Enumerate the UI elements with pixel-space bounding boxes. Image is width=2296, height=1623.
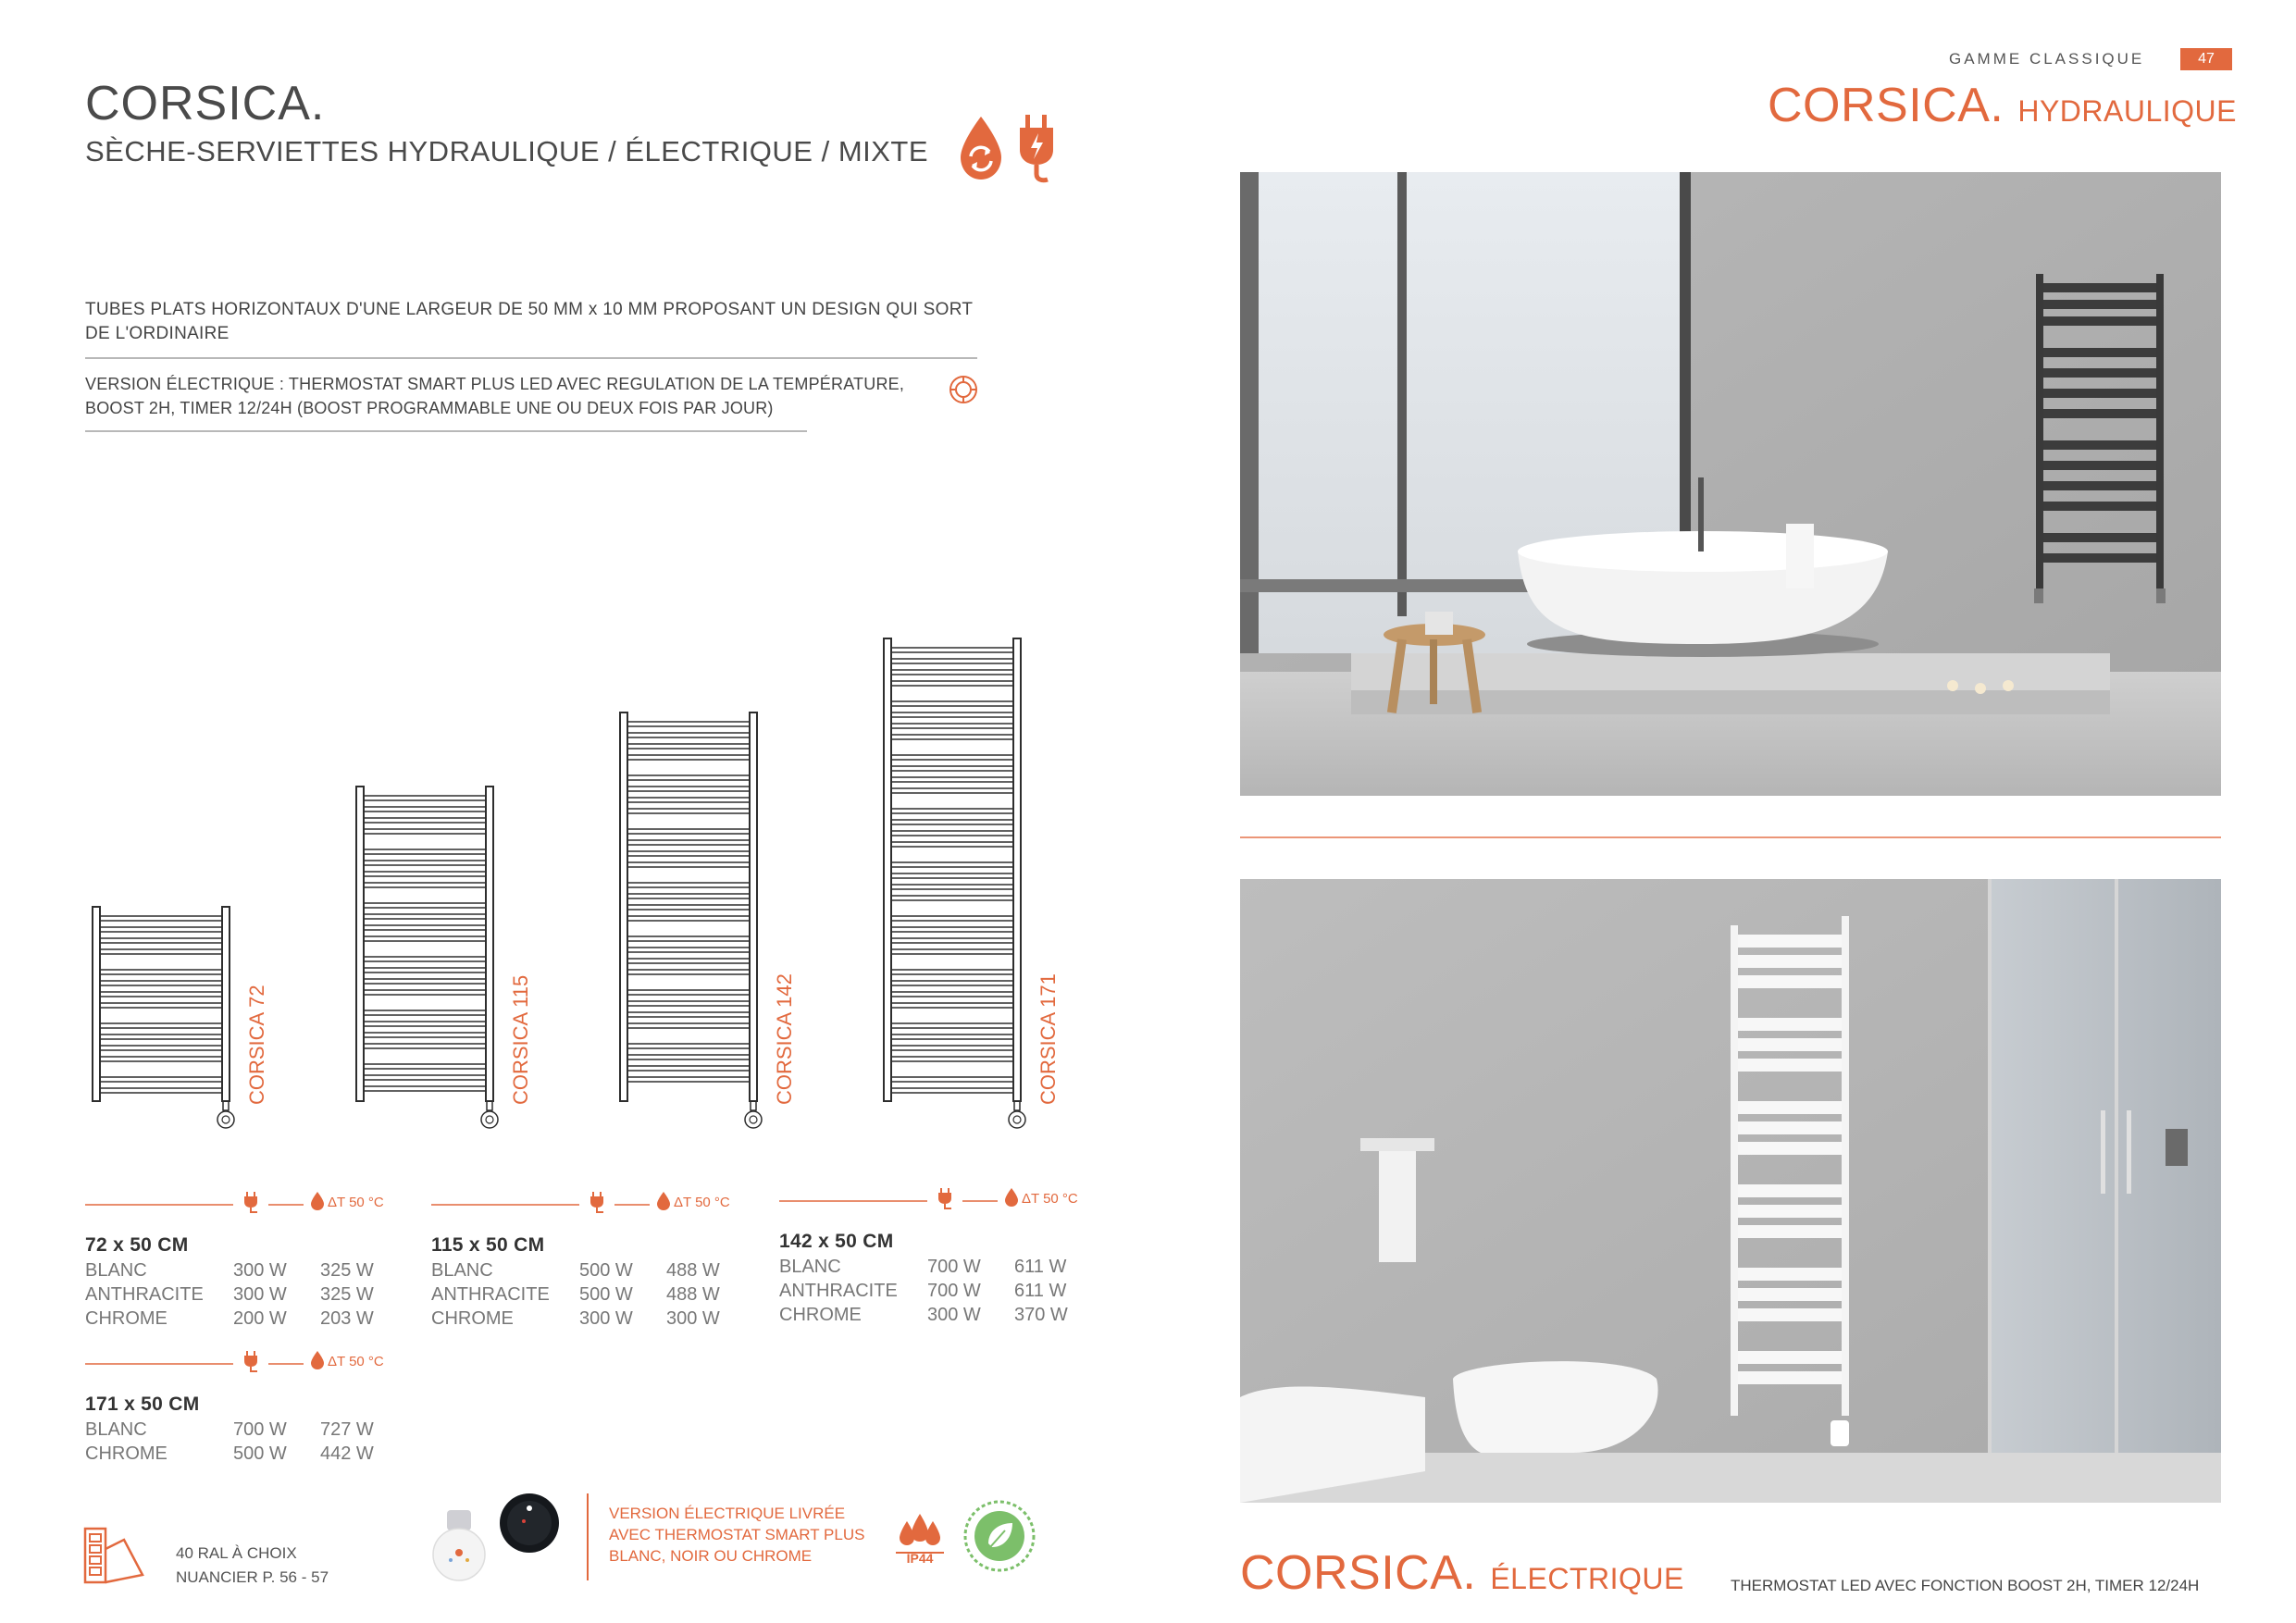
- delta-t-label: ΔT 50 °C: [674, 1195, 730, 1210]
- radiator-flat-tube: [891, 938, 1013, 943]
- electric-plug-icon: [590, 1192, 603, 1212]
- spec-size: 171 x 50 CM: [85, 1394, 200, 1415]
- ral-line-2: NUANCIER P. 56 - 57: [176, 1568, 329, 1586]
- radiator-flat-tube: [891, 809, 1013, 813]
- ral-line-1: 40 RAL À CHOIX: [176, 1544, 297, 1562]
- radiator-flat-tube: [891, 659, 1013, 663]
- thermostat-note: VERSION ÉLECTRIQUE LIVRÉE AVEC THERMOSTAT SMART PLUS BLANC, NOIR OU CHROME: [609, 1505, 865, 1565]
- radiator-flat-tube: [627, 733, 750, 737]
- radiator-flat-tube: [627, 744, 750, 749]
- spec-size: 72 x 50 CM: [85, 1234, 189, 1256]
- radiator-side-tube: [356, 787, 364, 1101]
- radiator-side-tube: [750, 712, 757, 1101]
- radiator-range-drawing: [74, 620, 1111, 1138]
- radiator-flat-tube: [364, 1010, 486, 1015]
- radiator-flat-tube: [627, 916, 750, 921]
- radiator-corsica-171: [884, 638, 1025, 1128]
- radiator-flat-tube: [891, 927, 1013, 932]
- radiator-side-tube: [884, 638, 891, 1101]
- electric-bathroom-photo: [1240, 879, 2221, 1503]
- radiator-valve: [1014, 1101, 1020, 1110]
- radiator-flat-tube: [627, 798, 750, 802]
- radiator-flat-tube: [627, 990, 750, 995]
- radiator-flat-tube: [364, 968, 486, 973]
- radiator-flat-tube: [364, 957, 486, 961]
- radiator-flat-tube: [891, 670, 1013, 675]
- radiator-flat-tube: [364, 1086, 486, 1091]
- spec-block-115: [431, 1188, 764, 1336]
- spec-size: 142 x 50 CM: [779, 1231, 894, 1252]
- radiator-flat-tube: [627, 840, 750, 845]
- radiator-flat-tube: [627, 829, 750, 834]
- white-thermostat-image: [430, 1508, 488, 1582]
- radiator-flat-tube: [627, 809, 750, 813]
- delta-t-label: ΔT 50 °C: [328, 1195, 384, 1210]
- radiator-flat-tube: [891, 1088, 1013, 1093]
- radiator-valve: [751, 1101, 756, 1110]
- divider: [1240, 836, 2221, 838]
- radiator-flat-tube: [364, 979, 486, 984]
- electric-plug-icon: [938, 1188, 951, 1208]
- page-title: CORSICA.: [85, 77, 326, 130]
- spec-row: BLANC 700 W 727 W: [85, 1419, 374, 1440]
- radiator-flat-tube: [627, 1066, 750, 1071]
- delta-t-label: ΔT 50 °C: [328, 1354, 384, 1369]
- ip44-label: IP44: [906, 1551, 934, 1566]
- model-label-115: CORSICA 115: [509, 974, 532, 1105]
- radiator-flat-tube: [891, 873, 1013, 878]
- radiator-flat-tube: [364, 903, 486, 908]
- spec-row: CHROME 500 W 442 W: [85, 1443, 374, 1464]
- spec-block-72: [85, 1188, 418, 1336]
- water-drop-icon: [657, 1192, 670, 1210]
- electric-title: CORSICA. ÉLECTRIQUE: [1240, 1546, 1684, 1600]
- radiator-flat-tube: [364, 925, 486, 930]
- spec-row: CHROME 200 W 203 W: [85, 1308, 374, 1329]
- hydraulic-title: CORSICA. HYDRAULIQUE: [1768, 79, 2237, 132]
- thermostat-knob-center: [486, 1116, 493, 1123]
- model-label-72: CORSICA 72: [245, 985, 268, 1105]
- radiator-flat-tube: [891, 992, 1013, 997]
- delta-t-label: ΔT 50 °C: [1022, 1191, 1078, 1207]
- radiator-flat-tube: [627, 905, 750, 910]
- radiator-flat-tube: [100, 1035, 222, 1039]
- radiator-flat-tube: [627, 1077, 750, 1082]
- radiator-flat-tube: [364, 861, 486, 865]
- spec-header: [85, 1347, 418, 1375]
- thermostat-knob: [481, 1111, 498, 1128]
- radiator-flat-tube: [364, 807, 486, 812]
- radiator-flat-tube: [100, 949, 222, 954]
- radiator-flat-tube: [627, 894, 750, 898]
- thermostat-knob-center: [222, 1116, 230, 1123]
- radiator-side-tube: [486, 787, 493, 1101]
- radiator-flat-tube: [627, 948, 750, 952]
- radiator-flat-tube: [891, 766, 1013, 771]
- radiator-flat-tube: [364, 872, 486, 876]
- water-drop-icon: [311, 1192, 324, 1210]
- model-label-171: CORSICA 171: [1036, 973, 1060, 1105]
- spec-row: ANTHRACITE 500 W 488 W: [431, 1284, 720, 1305]
- thermostat-knob: [217, 1111, 234, 1128]
- spec-row: CHROME 300 W 370 W: [779, 1305, 1068, 1325]
- radiator-valve: [223, 1101, 229, 1110]
- radiator-flat-tube: [100, 970, 222, 974]
- thermostat-caption: THERMOSTAT LED AVEC FONCTION BOOST 2H, TIMER 12/24H: [1731, 1577, 2200, 1594]
- spec-row: BLANC 500 W 488 W: [431, 1260, 720, 1281]
- radiator-flat-tube: [627, 755, 750, 760]
- color-swatch-icon: [83, 1527, 144, 1584]
- spec-block-142: [779, 1184, 1112, 1332]
- page-number: 47: [2180, 48, 2232, 70]
- spec-header: [779, 1184, 1112, 1212]
- spec-row: BLANC 300 W 325 W: [85, 1260, 374, 1281]
- radiator-flat-tube: [891, 788, 1013, 793]
- radiator-flat-tube: [891, 735, 1013, 739]
- range-label: GAMME CLASSIQUE: [1949, 50, 2145, 68]
- radiator-flat-tube: [364, 1075, 486, 1080]
- spec-row: BLANC 700 W 611 W: [779, 1257, 1067, 1277]
- radiator-valve: [487, 1101, 492, 1110]
- water-drop-icon: [1005, 1188, 1018, 1207]
- radiator-flat-tube: [364, 914, 486, 919]
- radiator-side-tube: [222, 907, 230, 1101]
- electric-plug-icon: [244, 1192, 257, 1212]
- divider: [85, 430, 807, 432]
- radiator-flat-tube: [891, 648, 1013, 652]
- black-thermostat-image: [498, 1492, 561, 1555]
- radiator-side-tube: [1013, 638, 1021, 1101]
- radiator-flat-tube: [100, 992, 222, 997]
- radiator-flat-tube: [891, 842, 1013, 847]
- radiator-flat-tube: [891, 755, 1013, 760]
- heating-type-icons: [953, 109, 1074, 183]
- radiator-flat-tube: [891, 896, 1013, 900]
- radiator-flat-tube: [891, 885, 1013, 889]
- radiator-flat-tube: [891, 862, 1013, 867]
- radiator-flat-tube: [891, 820, 1013, 824]
- radiator-flat-tube: [627, 722, 750, 726]
- thermostat-knob-center: [750, 1116, 757, 1123]
- intro-text: TUBES PLATS HORIZONTAUX D'UNE LARGEUR DE 50 MM x 10 MM PROPOSANT UN DESIGN QUI SORT DE L'ORDINAIRE: [85, 300, 973, 343]
- radiator-flat-tube: [891, 681, 1013, 686]
- radiator-flat-tube: [891, 1046, 1013, 1050]
- radiator-flat-tube: [364, 883, 486, 887]
- electric-version-text: VERSION ÉLECTRIQUE : THERMOSTAT SMART PLUS LED AVEC REGULATION DE LA TEMPÉRATURE, BOOST 2H, TIMER 12/24H (BOOST PROGRAMMABLE UNE OU DEUX FOIS PAR JOUR): [85, 375, 905, 417]
- radiator-flat-tube: [891, 981, 1013, 985]
- radiator-flat-tube: [891, 916, 1013, 921]
- radiator-flat-tube: [364, 849, 486, 854]
- ral-info: [176, 1542, 329, 1590]
- water-drop-cycle-icon: [961, 117, 1001, 180]
- radiator-flat-tube: [100, 981, 222, 985]
- radiator-flat-tube: [891, 970, 1013, 974]
- radiator-flat-tube: [627, 787, 750, 791]
- radiator-flat-tube: [891, 777, 1013, 782]
- model-label-142: CORSICA 142: [773, 973, 796, 1105]
- radiator-flat-tube: [627, 851, 750, 856]
- radiator-flat-tube: [627, 959, 750, 963]
- radiator-flat-tube: [100, 1057, 222, 1061]
- spec-size: 115 x 50 CM: [431, 1234, 545, 1256]
- radiator-flat-tube: [364, 1064, 486, 1069]
- radiator-corsica-142: [620, 712, 762, 1128]
- radiator-flat-tube: [891, 1035, 1013, 1039]
- electric-plug-icon: [1020, 115, 1053, 180]
- spec-header: [431, 1188, 764, 1216]
- radiator-flat-tube: [364, 818, 486, 823]
- radiator-corsica-115: [356, 787, 498, 1128]
- radiator-flat-tube: [100, 1003, 222, 1008]
- smart-thermostat-icon: [948, 374, 979, 405]
- radiator-flat-tube: [891, 949, 1013, 954]
- radiator-flat-tube: [100, 1046, 222, 1050]
- radiator-flat-tube: [100, 1088, 222, 1093]
- radiator-flat-tube: [891, 1023, 1013, 1028]
- radiator-flat-tube: [627, 1012, 750, 1017]
- radiator-flat-tube: [100, 916, 222, 921]
- divider: [587, 1493, 589, 1580]
- radiator-flat-tube: [100, 1077, 222, 1082]
- radiator-corsica-72: [93, 907, 234, 1128]
- spec-header: [85, 1188, 418, 1216]
- radiator-flat-tube: [627, 862, 750, 867]
- radiator-side-tube: [620, 712, 627, 1101]
- radiator-flat-tube: [364, 1022, 486, 1026]
- thermostat-knob-center: [1013, 1116, 1021, 1123]
- radiator-flat-tube: [891, 712, 1013, 717]
- radiator-flat-tube: [891, 724, 1013, 728]
- radiator-flat-tube: [364, 990, 486, 995]
- radiator-flat-tube: [100, 927, 222, 932]
- radiator-flat-tube: [100, 938, 222, 943]
- radiator-flat-tube: [364, 1044, 486, 1048]
- radiator-flat-tube: [891, 701, 1013, 706]
- hydraulic-bathroom-photo: [1240, 172, 2221, 796]
- spec-block-171: [85, 1347, 418, 1477]
- spec-row: ANTHRACITE 300 W 325 W: [85, 1284, 374, 1305]
- radiator-flat-tube: [891, 1003, 1013, 1008]
- radiator-flat-tube: [364, 829, 486, 834]
- spec-row: CHROME 300 W 300 W: [431, 1308, 720, 1329]
- thermostat-knob: [1009, 1111, 1025, 1128]
- page-subtitle: SÈCHE-SERVIETTES HYDRAULIQUE / ÉLECTRIQUE / MIXTE: [85, 135, 929, 167]
- radiator-flat-tube: [891, 831, 1013, 836]
- radiator-flat-tube: [364, 936, 486, 941]
- divider: [85, 357, 977, 359]
- radiator-side-tube: [93, 907, 100, 1101]
- eco-badge-icon: [962, 1499, 1036, 1573]
- radiator-flat-tube: [627, 936, 750, 941]
- radiator-flat-tube: [627, 883, 750, 887]
- electric-plug-icon: [244, 1351, 257, 1371]
- radiator-flat-tube: [627, 1055, 750, 1059]
- radiator-flat-tube: [364, 796, 486, 800]
- radiator-flat-tube: [891, 1077, 1013, 1082]
- water-drop-icon: [311, 1351, 324, 1369]
- radiator-flat-tube: [100, 1023, 222, 1028]
- thermostat-knob: [745, 1111, 762, 1128]
- radiator-flat-tube: [627, 1023, 750, 1028]
- radiator-flat-tube: [627, 775, 750, 780]
- radiator-flat-tube: [627, 1044, 750, 1048]
- radiator-flat-tube: [364, 1033, 486, 1037]
- radiator-flat-tube: [891, 1057, 1013, 1061]
- radiator-flat-tube: [627, 970, 750, 974]
- spec-row: ANTHRACITE 700 W 611 W: [779, 1281, 1067, 1301]
- radiator-flat-tube: [627, 1001, 750, 1006]
